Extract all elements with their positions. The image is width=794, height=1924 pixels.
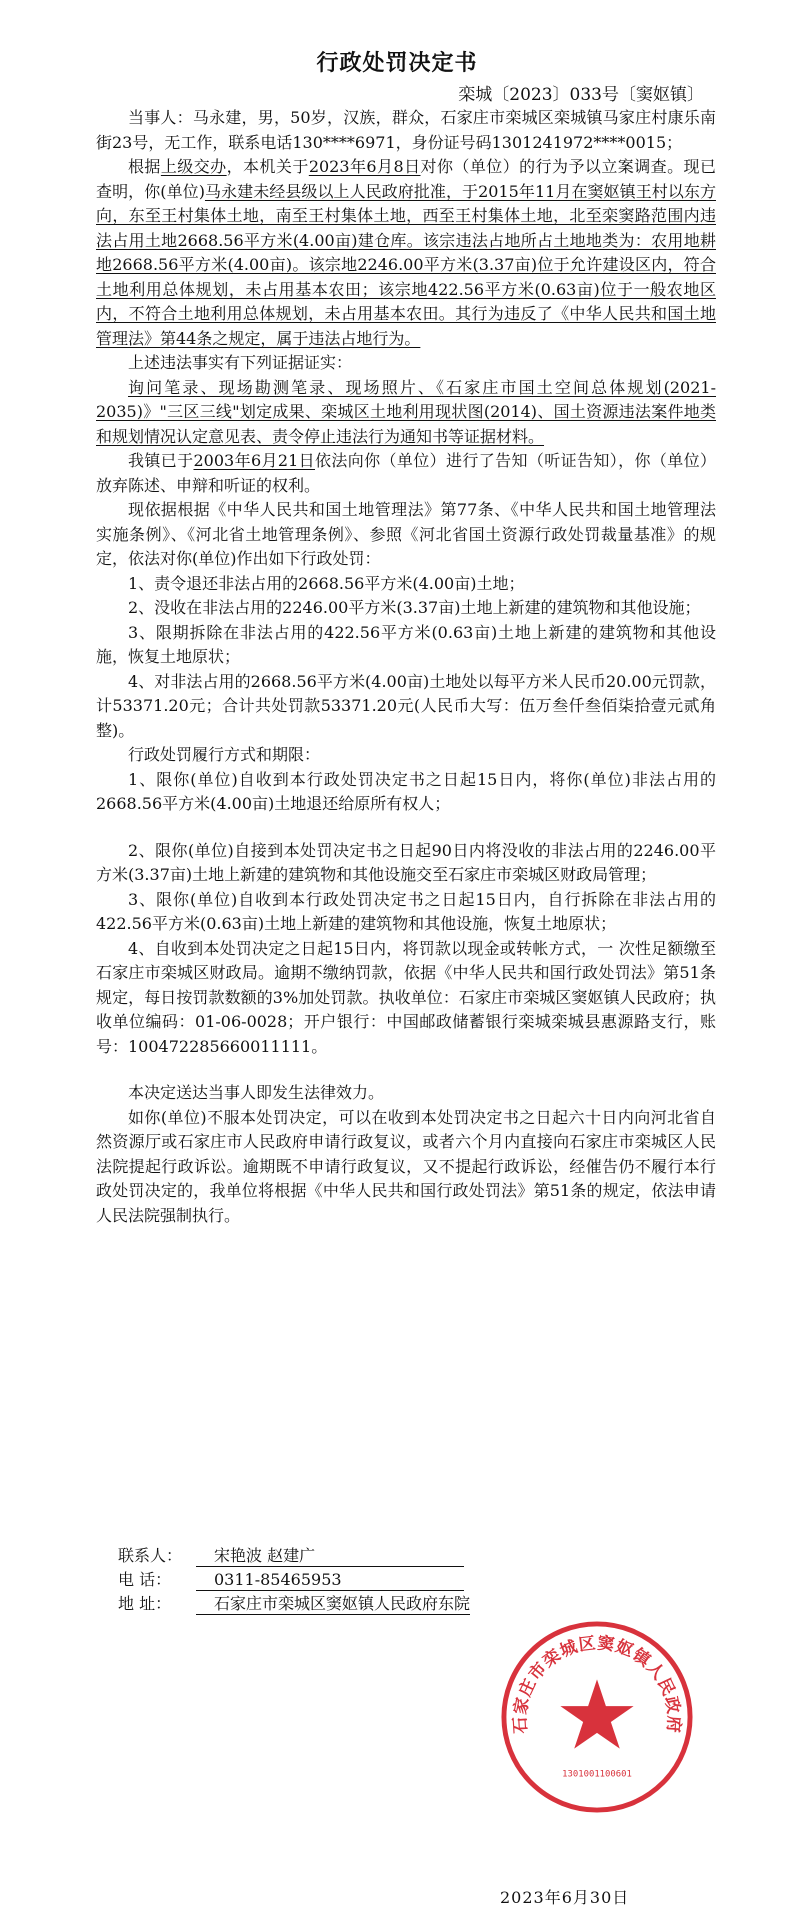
penalty-item-4: 4、对非法占用的2668.56平方米(4.00亩)土地处以每平方米人民币20.00元罚款，计53371.20元；合计共处罚款53371.20元(人民币大写：伍万叁仟叁佰柒拾壹元贰角整)。 (96, 671, 716, 740)
phone-label: 电 话： (118, 1570, 172, 1589)
address-label: 地 址： (118, 1594, 172, 1613)
seal-star-icon (560, 1679, 633, 1748)
facts-text-a: 根据 (128, 157, 161, 176)
performance-item-2: 2、限你(单位)自接到本处罚决定书之日起90日内将没收的非法占用的2246.00平方米(3.37亩)土地上新建的建筑物和其他设施交至石家庄市栾城区财政局管理； (96, 840, 716, 884)
official-seal (498, 1618, 696, 1816)
facts-date: 2023年6月8日 (308, 157, 421, 176)
performance-intro: 行政处罚履行方式和期限： (128, 745, 321, 764)
contact-block (118, 1544, 470, 1616)
facts-text-b: ，本机关于 (226, 157, 309, 176)
phone-value: 0311-85465953 (196, 1570, 464, 1591)
evidence-intro: 上述违法事实有下列证据证实： (128, 353, 353, 372)
contact-person-label: 联系人： (118, 1546, 183, 1565)
document-number: 栾城〔2023〕033号〔窦妪镇〕 (458, 85, 704, 105)
document-title: 行政处罚决定书 (316, 51, 478, 76)
phone-row (118, 1568, 470, 1592)
penalty-basis: 现依据根据《中华人民共和国土地管理法》第77条、《中华人民共和国土地管理法实施条例》、《河北省土地管理条例》、参照《河北省国土资源行政处罚裁量基准》的规定，依法对你(单位)作出如下行政处罚： (96, 500, 716, 568)
document-body (96, 106, 716, 1228)
appeal-rights: 如你(单位)不服本处罚决定，可以在收到本处罚决定书之日起六十日内向河北省自然资源厅或石家庄市人民政府申请行政复议，或者六个月内直接向石家庄市栾城区人民法院提起行政诉讼。逾期既不申请行政复议，又不提起行政诉讼，经催告仍不履行本行政处罚决定的，我单位将根据《中华人民共和国行政处罚法》第51条的规定，依法申请人民法院强制执行。 (96, 1107, 716, 1225)
notice-text-b: 依法向你（单位）进行了告知（听证告知），你（单位）放弃陈述、申辩和听证的权利。 (96, 451, 716, 495)
notice-paragraph (96, 449, 716, 498)
penalty-item-2: 2、没收在非法占用的2246.00平方米(3.37亩)土地上新建的建筑物和其他设施； (128, 598, 701, 617)
address-value: 石家庄市栾城区窦妪镇人民政府东院 (196, 1594, 470, 1615)
case-facts (96, 155, 716, 351)
performance-item-4: 4、自收到本处罚决定之日起15日内，将罚款以现金或转帐方式，一 次性足额缴至石家庄市栾城区财政局。逾期不缴纳罚款，依据《中华人民共和国行政处罚法》第51条规定，每日按罚款数额的3%加处罚款。执收单位：石家庄市栾城区窦妪镇人民政府；执收单位编码：01-06-0028；开户银行：中国邮政储蓄银行栾城栾城县惠源路支行，账号：100472285660011111。 (96, 938, 716, 1056)
facts-violation: 马永建未经县级以上人民政府批准，于2015年11月在窦妪镇王村以东方向，东至王村集体土地，南至王村集体土地，西至王村集体土地，北至栾窦路范围内违法占用土地2668.56平方米(4.00亩)建仓库。该宗违法占地所占土地地类为：农用地耕地2668.56平方米(4.00亩)。该宗地2246.00平方米(3.37亩)位于允许建设区内，符合土地利用总体规划，未占用基本农田；该宗地422.56平方米(0.63亩)位于一般农地区内，不符合土地利用总体规划，未占用基本农田。其行为违反了《中华人民共和国土地管理法》第44条之规定，属于违法占地行为。 (96, 181, 716, 348)
performance-item-1: 1、限你(单位)自收到本行政处罚决定书之日起15日内，将你(单位)非法占用的2668.56平方米(4.00亩)土地退还给原所有权人； (96, 769, 716, 813)
penalty-item-1: 1、责令退还非法占用的2668.56平方米(4.00亩)土地； (128, 573, 525, 593)
seal-code: 1301001100601 (562, 1769, 632, 1780)
notice-text-a: 我镇已于 (128, 451, 194, 470)
contact-person-value: 宋艳波 赵建广 (196, 1546, 464, 1567)
address-row (118, 1592, 470, 1616)
notice-date: 2003年6月21日 (193, 451, 315, 470)
party-info: 当事人：马永建，男，50岁，汉族，群众，石家庄市栾城区栾城镇马家庄村康乐南街23号，无工作，联系电话130****6971，身份证号码1301241972****0015； (96, 108, 716, 152)
issue-date: 2023年6月30日 (500, 1888, 630, 1907)
penalty-item-3: 3、限期拆除在非法占用的422.56平方米(0.63亩)土地上新建的建筑物和其他设施，恢复土地原状； (96, 622, 716, 666)
facts-text-c: 对你（单位）的行为予以立案调查。现已查明，你(单位) (96, 157, 716, 201)
contact-person-row (118, 1544, 470, 1568)
evidence-list: 询问笔录、现场勘测笔录、现场照片、《石家庄市国土空间总体规划(2021-2035)》"三区三线"划定成果、栾城区土地利用现状图(2014)、国土资源违法案件地类和规划情况认定意见表、责令停止违法行为通知书等证据材料。 (96, 377, 716, 446)
effect-statement: 本决定送达当事人即发生法律效力。 (128, 1083, 385, 1102)
facts-source: 上级交办 (160, 157, 227, 176)
performance-item-3: 3、限你(单位)自收到本行政处罚决定书之日起15日内，自行拆除在非法占用的422.56平方米(0.63亩)土地上新建的建筑物和其他设施，恢复土地原状； (96, 889, 716, 933)
seal-text: 石家庄市栾城区窦妪镇人民政府 (509, 1632, 685, 1735)
